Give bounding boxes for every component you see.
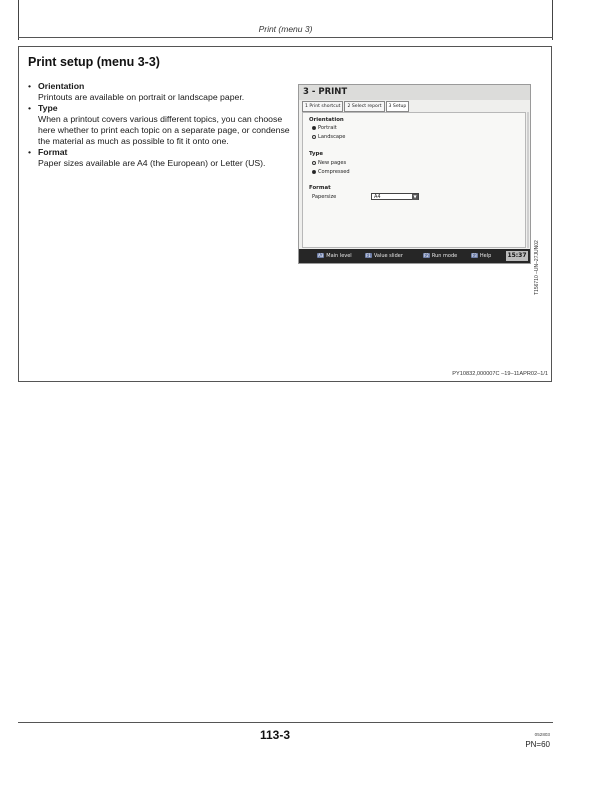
key-badge: A3 (318, 253, 324, 258)
fkey-value-slider[interactable] (365, 253, 403, 259)
bullet-heading: • Type (38, 103, 58, 113)
option-label: Compressed (318, 169, 350, 175)
fkey-label: Help (479, 253, 492, 259)
option-label: New pages (318, 160, 347, 166)
function-key-bar (299, 249, 530, 263)
footer-divider (18, 722, 553, 723)
figure-title: 3 - PRINT (303, 87, 348, 97)
footer-date: 052803 (534, 732, 550, 737)
footer-pn: PN=60 (525, 740, 550, 749)
chevron-down-icon[interactable]: ▼ (413, 194, 417, 199)
key-badge: F3 (472, 253, 477, 258)
page-edge-right (552, 0, 553, 40)
format-label: Format (309, 185, 331, 191)
radio-new-pages[interactable] (312, 160, 346, 166)
figure-tabs (302, 101, 410, 111)
option-label: Portrait (318, 125, 337, 131)
option-label: Landscape (318, 134, 346, 140)
reference-code: PY10832,000007C –19–11APR02–1/1 (452, 371, 548, 377)
fkey-main-level[interactable] (317, 253, 352, 259)
bullet-orientation (28, 81, 290, 103)
figure-id: T156710 –UN–27JUN02 (534, 240, 540, 295)
bullet-text: Paper sizes available are A4 (the European) or Letter (US). (38, 158, 266, 168)
bullet-text: When a printout covers various different topics, you can choose here whether to print each topic on a separate page, or condense the material as much as possible to fit it onto one. (38, 114, 290, 146)
bullet-heading: • Orientation (38, 81, 85, 91)
bullet-type (28, 103, 290, 147)
page-number: 113-3 (260, 728, 291, 742)
papersize-select[interactable] (371, 193, 419, 200)
orientation-label: Orientation (309, 117, 344, 123)
papersize-value: A4 (374, 194, 381, 200)
fkey-help[interactable] (471, 253, 491, 259)
scrollbar[interactable] (527, 112, 529, 248)
bullet-heading: • Format (38, 147, 68, 157)
radio-empty-icon (312, 135, 316, 139)
radio-empty-icon (312, 161, 316, 165)
bullet-list (28, 81, 290, 169)
radio-selected-icon (312, 126, 316, 130)
radio-selected-icon (312, 170, 316, 174)
setup-panel (302, 112, 526, 248)
section-title: Print setup (menu 3-3) (28, 55, 160, 69)
tab-print-shortcut[interactable]: 1 Print shortcut (302, 101, 343, 112)
radio-portrait[interactable] (312, 125, 337, 131)
bullet-text: Printouts are available on portrait or landscape paper. (38, 92, 245, 102)
page-edge-left (18, 0, 19, 40)
radio-compressed[interactable] (312, 169, 350, 175)
type-label: Type (309, 151, 324, 157)
fkey-label: Main level (326, 253, 352, 259)
figure-titlebar (299, 85, 530, 100)
fkey-run-mode[interactable] (423, 253, 457, 259)
key-badge: F1 (366, 253, 371, 258)
header-divider (18, 37, 553, 38)
tab-select-report[interactable]: 2 Select report (344, 101, 384, 112)
fkey-label: Value slider (373, 253, 403, 259)
fkey-label: Run mode (431, 253, 458, 259)
section-header: Print (menu 3) (258, 24, 313, 34)
clock: 15:37 (507, 252, 527, 259)
papersize-label: Papersize (312, 194, 337, 200)
bullet-format (28, 147, 290, 169)
print-menu-screenshot (298, 84, 531, 264)
tab-setup[interactable]: 3 Setup (386, 101, 410, 112)
radio-landscape[interactable] (312, 134, 345, 140)
key-badge: F2 (424, 253, 429, 258)
